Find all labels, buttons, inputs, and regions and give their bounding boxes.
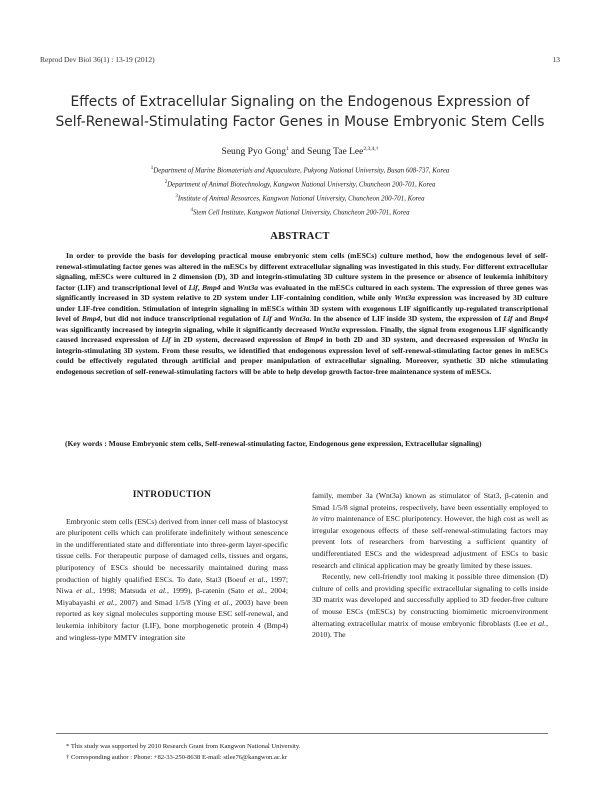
affiliation-mark: 1 <box>150 166 154 171</box>
author-affiliation-mark: 2,3,4,† <box>363 146 379 152</box>
footnote-divider <box>56 733 548 734</box>
intro-paragraph: Recently, new cell-friendly tool making it possible three dimension (D) culture of cells and providing specific extracellular signaling to cells inside 3D matrix was developed and successfully applied to 3D feeder-free culture of mouse ESCs (mESCs) by constructing biomimetic microenvironment alternating extracellular matrix of mouse embryonic fibroblasts (Lee et al., 2010). The <box>312 572 549 640</box>
affiliation-text: Stem Cell Institute, Kangwon National University, Chuncheon 200-701, Korea <box>192 208 410 216</box>
affiliation <box>0 163 600 177</box>
introduction-heading: INTRODUCTION <box>132 490 212 500</box>
author-affiliation-mark: 1 <box>285 146 289 152</box>
abstract-body: In order to provide the basis for developing practical mouse embryonic stem cells (mESCs) culture method, how the endogenous level of self-renewal-stimulating factor genes was altered in the mESCs by different extracellular signaling was investigated in this study. For different extracellular signaling, mESCs were cultured in 2 dimension (D), 3D and integrin-stimulating 3D culture system in the presence or absence of leukemia inhibitory factor (LIF) and transcriptional level of Lif, Bmp4 and Wnt3a was evaluated in the mESCs cultured in each system. The expression of three genes was significantly increased in 3D system relative to 2D system under LIF-containing condition, while only Wnt3a expression was increased by 3D culture under LIF-free condition. Stimulation of integrin signaling in mESCs within 3D system with exogenous LIF significantly up-regulated transcriptional level of Bmp4, but did not induce transcriptional regulation of Lif and Wnt3a. In the absence of LIF inside 3D system, the expression of Lif and Bmp4 was significantly increased by integrin signaling, while it significantly decreased Wnt3a expression. Finally, the signal from exogenous LIF significantly caused increased expression of Lif in 2D system, decreased expression of Bmp4 in both 2D and 3D system, and decreased expression of Wnt3a in integrin-stimulating 3D system. From these results, we identified that endogenous expression level of self-renewal-stimulating factor genes in mESCs could be effectively regulated through artificial and proper manipulation of extracellular signaling. Moreover, synthetic 3D niche stimulating endogenous secretion of self-renewal-stimulating factors will be able to help develop growth factor-free maintenance system of mESCs. <box>56 251 549 377</box>
journal-citation: Reprod Dev Biol 36(1) : 13-19 (2012) <box>40 55 155 64</box>
keywords <box>56 439 548 450</box>
affiliation-mark: 4 <box>190 207 193 213</box>
abstract-heading: ABSTRACT <box>270 231 330 242</box>
keywords-text: Mouse Embryonic stem cells, Self-renewal-stimulating factor, Endogenous gene expression, Extracellular signaling) <box>108 439 482 448</box>
funding-footnote: * This study was supported by 2010 Research Grant from Kangwon National University. <box>66 743 301 750</box>
author-list <box>0 146 600 157</box>
right-column <box>312 490 548 641</box>
keywords-label: (Key words : <box>65 439 109 448</box>
page-number: 13 <box>552 55 560 64</box>
title-line-2: Self-Renewal-Stimulating Factor Genes in Mouse Embryonic Stem Cells <box>55 113 545 130</box>
affiliation-mark: 2 <box>164 179 168 185</box>
intro-paragraph: Embryonic stem cells (ESCs) derived from inner cell mass of blastocyst are pluripotent cells which can proliferate indefinitely without senescence in the undifferentiated state and differentiate into three-germ layer-specific tissue cells. For therapeutic purpose of damaged cells, tissues and organs, pluripotency of ESCs should be necessarily maintained during mass production of highly qualified ESCs. To date, Stat3 (Boeuf et al., 1997; Niwa et al., 1998; Matsuda et al., 1999), β-catenin (Sato et al., 2004; Miyabayashi et al., 2007) and Smad 1/5/8 (Ying et al., 2003) have been reported as key signal molecules supporting mouse ESC self-renewal, and leukemia inhibitory factor (LIF), bone morphogenetic protein 4 (Bmp4) and wingless-type MMTV integration site <box>56 516 288 642</box>
affiliation <box>0 177 600 191</box>
author-name: Seung Tae Lee <box>307 147 364 158</box>
affiliation-text: Institute of Animal Resources, Kangwon National University, Chuncheon 200-701, Korea <box>177 195 425 203</box>
corresponding-author-footnote: † Corresponding author : Phone: +82-33-250-8638 E-mail: stlee76@kangwon.ac.kr <box>66 754 287 761</box>
title-line-1: Effects of Extracellular Signaling on the Endogenous Expression of <box>70 94 530 110</box>
affiliation <box>0 191 600 205</box>
author-conjunction: and <box>288 147 308 158</box>
author-name: Seung Pyo Gong <box>221 147 286 158</box>
footnotes <box>56 741 548 763</box>
affiliation <box>0 205 600 219</box>
left-column <box>56 490 288 643</box>
affiliation-text: Department of Animal Biotechnology, Kangwon National University, Chuncheon 200-701, Korea <box>167 181 436 189</box>
paper-title <box>30 93 570 132</box>
intro-paragraph-continued: family, member 3a (Wnt3a) known as stimulator of Stat3, β-catenin and Smad 1/5/8 signal proteins, respectively, have been essentially employed to in vitro maintenance of ESC pluripotency. However, the high cost as well as irregular exogenous effects of these self-renewal-stimulating factors may prevent lots of researchers from harvesting a sufficient quantity of undifferentiated ESCs and the widespread adjustment of ESCs to basic research and clinical application may be greatly limited by these issues. <box>312 491 548 570</box>
affiliation-list <box>0 163 600 219</box>
affiliation-mark: 3 <box>175 193 178 199</box>
affiliation-text: Department of Marine Biomaterials and Aquaculture, Pukyong National University, Busan 608-737, Korea <box>153 167 450 175</box>
